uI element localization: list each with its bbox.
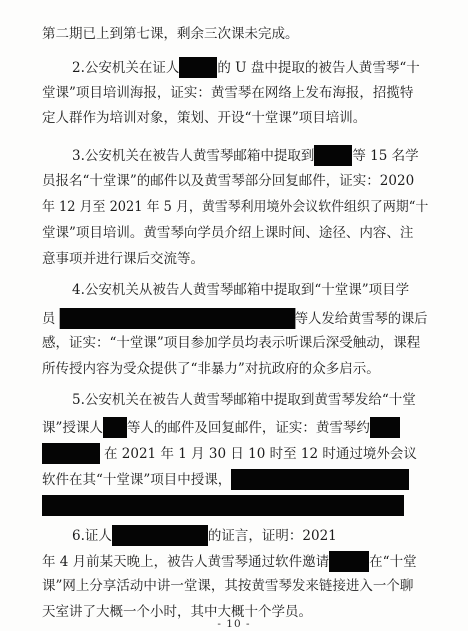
text-line <box>42 469 409 490</box>
text-run: 4.公安机关从被告人黄雪琴邮箱中提取到“十堂课”项目学 <box>72 282 410 298</box>
redaction-bar <box>103 417 127 438</box>
redaction-bar <box>231 469 409 490</box>
text-line <box>42 577 413 595</box>
text-run: 软件在其“十堂课”项目中授课， <box>42 471 232 488</box>
text-run: 堂课”项目培训海报，证实：黄雪琴在网络上发布海报，招揽特 <box>42 85 414 101</box>
redaction-bar <box>179 57 217 78</box>
text-run: 等 15 名学 <box>352 147 419 164</box>
text-run: 年 12 月至 2021 年 5 月，黄雪琴利用境外会议软件组织了两期“十 <box>42 199 429 215</box>
text-line <box>42 109 366 127</box>
text-run: 意事项并进行课后交流等。 <box>42 251 204 267</box>
text-run: 员报名“十堂课”的邮件以及黄雪琴部分回复邮件，证实：2020 <box>42 173 415 189</box>
text-run: 在 2021 年 1 月 30 日 10 时至 12 时通过境外会议 <box>104 445 417 462</box>
redaction-bar <box>42 443 100 464</box>
text-line <box>72 281 409 299</box>
text-line <box>72 145 419 166</box>
text-line <box>42 551 417 572</box>
text-run: 课”网上分享活动中讲一堂课，其按黄雪琴发来链接进入一个聊 <box>42 578 414 594</box>
text-run: 3.公安机关在被告人黄雪琴邮箱中提取到 <box>72 147 315 164</box>
text-run: 员 <box>42 310 56 327</box>
redaction-bar <box>314 145 352 166</box>
text-run: 课”授课人 <box>42 419 103 436</box>
text-run: 等人的邮件及回复邮件，证实：黄雪琴约 <box>126 419 370 436</box>
text-run: 定人群作为培训对象，策划、开设“十堂课”项目培训。 <box>42 110 367 126</box>
text-run: 堂课”项目培训。黄雪琴向学员介绍上课时间、途径、内容、注 <box>42 225 414 241</box>
redaction-bar <box>370 417 400 438</box>
redaction-bar <box>42 495 404 516</box>
text-run: 的证言，证明：2021 <box>207 527 337 544</box>
text-line <box>42 308 428 329</box>
text-run: 年 4 月前某天晚上，被告人黄雪琴通过软件邀请 <box>42 553 330 570</box>
text-run: 2.公安机关在证人 <box>72 59 180 76</box>
text-run: 所传授内容为受众提供了“非暴力”对抗政府的众多启示。 <box>42 361 380 377</box>
text-line <box>42 224 413 242</box>
text-run: 感，证实：“十堂课”项目参加学员均表示听课后深受触动，课程 <box>42 335 421 351</box>
text-run: 在“十堂 <box>369 553 417 570</box>
text-line <box>42 443 417 464</box>
text-line <box>42 198 428 216</box>
text-line <box>42 172 414 190</box>
text-line <box>42 417 400 438</box>
text-line <box>42 250 204 268</box>
text-run: 天室讲了大概一个小时，其中大概十个学员。 <box>42 604 312 620</box>
text-line <box>72 57 420 78</box>
text-run: 的 U 盘中提取的被告人黄雪琴“十 <box>217 59 420 76</box>
text-line <box>42 360 380 378</box>
text-line <box>42 25 299 43</box>
text-run: 等人发给黄雪琴的课后 <box>294 310 428 327</box>
text-run: 6.证人 <box>72 527 112 544</box>
text-run: 5.公安机关在被告人黄雪琴邮箱中提取到黄雪琴发给“十堂 <box>72 392 416 408</box>
text-run: 第二期已上到第七课，剩余三次课未完成。 <box>42 26 299 42</box>
text-line <box>42 334 420 352</box>
redaction-bar <box>112 525 208 546</box>
text-line <box>42 84 413 102</box>
text-line <box>72 391 416 409</box>
redaction-bar <box>59 308 295 329</box>
text-line <box>72 525 337 546</box>
text-line <box>42 495 404 516</box>
redaction-bar <box>329 551 369 572</box>
page-number: - 10 - <box>217 618 251 630</box>
